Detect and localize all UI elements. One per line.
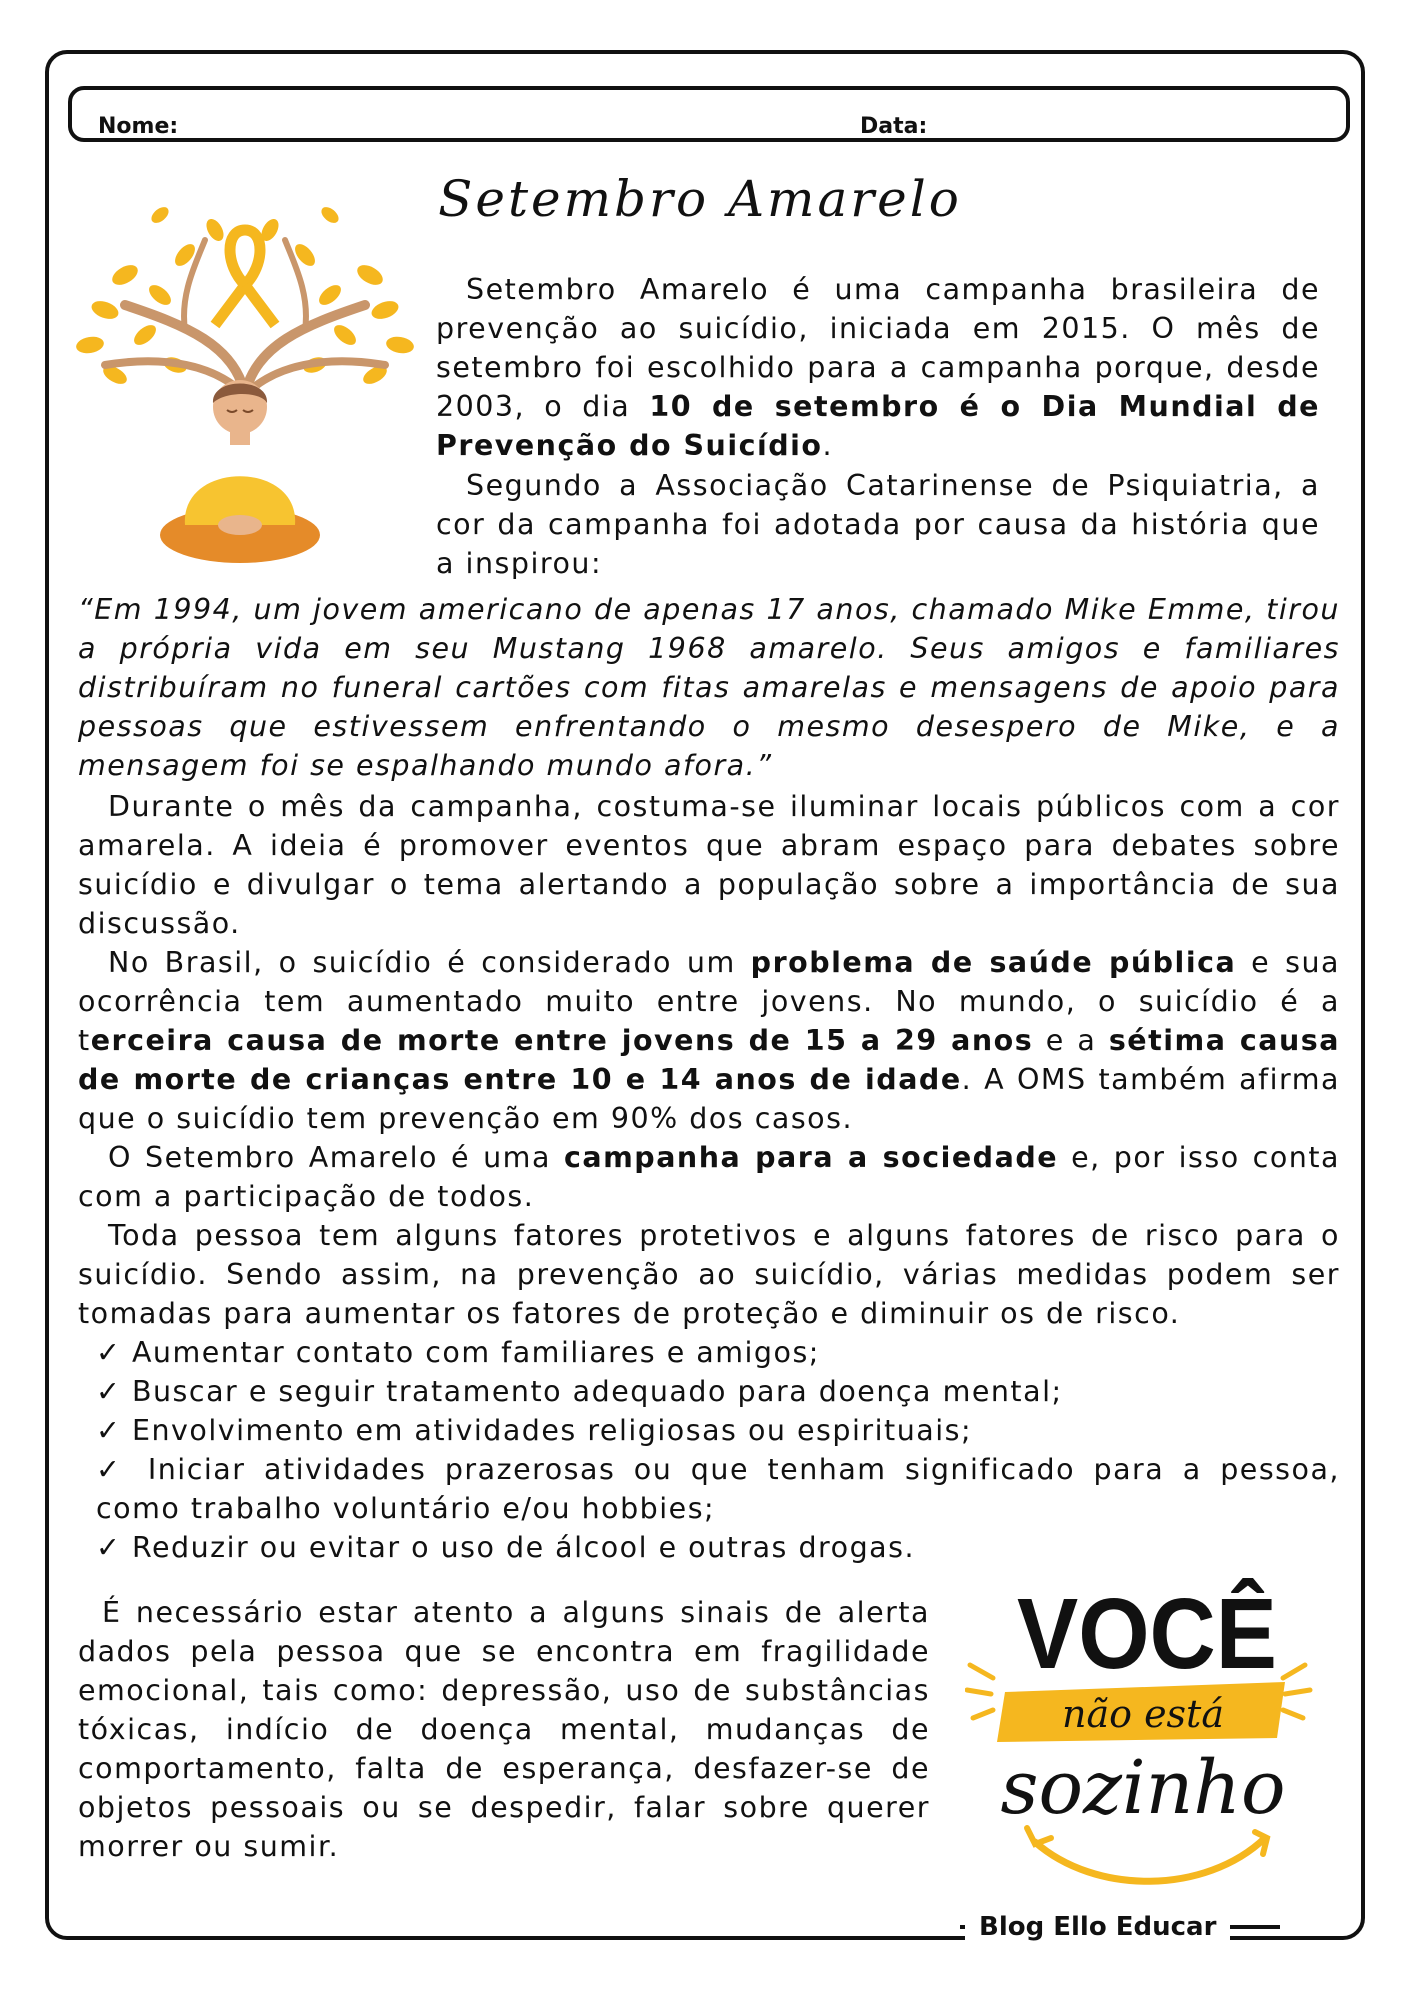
name-date-box <box>68 86 1350 142</box>
voce-nao-esta-sozinho-badge <box>965 1570 1330 1900</box>
list-item: ✓ Aumentar contato com familiares e amigos; <box>96 1336 820 1369</box>
intro-paragraph-1: Setembro Amarelo é uma campanha brasileira de prevenção ao suicídio, iniciada em 2015. O mês de setembro foi escolhido para a campanha porque, desde 2003, o dia 10 de setembro é o Dia Mundial de Prevenção do Suicídio. <box>436 273 1320 462</box>
list-item: ✓ Iniciar atividades prazerosas ou que tenham significado para a pessoa, como trabalho voluntário e/ou hobbies; <box>96 1453 1340 1525</box>
list-item: ✓ Envolvimento em atividades religiosas ou espirituais; <box>96 1414 973 1447</box>
smile-arrow-icon <box>1035 1838 1265 1881</box>
quote-paragraph: “Em 1994, um jovem americano de apenas 17 anos, chamado Mike Emme, tirou a própria vida em seu Mustang 1968 amarelo. Seus amigos e familiares distribuíram no funeral cartões com fitas amarelas e mensagens de apoio para pessoas que estivessem enfrentando o mesmo desespero de Mike, e a mensagem foi se espalhando mundo afora.” <box>78 593 1340 782</box>
badge-line-1: VOCÊ <box>1017 1578 1277 1690</box>
tree-meditation-illustration <box>65 195 425 575</box>
name-label: Nome: <box>98 114 179 139</box>
badge-line-3: sozinho <box>1000 1745 1286 1831</box>
badge-line-2: não está <box>1061 1692 1225 1736</box>
protective-checklist <box>78 1333 1340 1567</box>
intro-paragraph-2: Segundo a Associação Catarinense de Psiquiatria, a cor da campanha foi adotada por causa da história que a inspirou: <box>436 469 1320 580</box>
date-label: Data: <box>860 114 928 139</box>
list-item: ✓ Reduzir ou evitar o uso de álcool e outras drogas. <box>96 1531 916 1564</box>
page-title: Setembro Amarelo <box>438 170 962 228</box>
paragraph-risk-factors: Toda pessoa tem alguns fatores protetivos e alguns fatores de risco para o suicídio. Sendo assim, na prevenção ao suicídio, várias medidas podem ser tomadas para aumentar os fatores de proteção e diminuir os de risco. <box>78 1219 1340 1330</box>
warning-signs-paragraph: É necessário estar atento a alguns sinais de alerta dados pela pessoa que se encontra em fragilidade emocional, tais como: depressão, uso de substâncias tóxicas, indício de doença mental, mudanças de comportamento, falta de esperança, desfazer-se de objetos pessoais ou se despedir, falar sobre querer morrer ou sumir. <box>78 1596 930 1863</box>
paragraph-statistics: No Brasil, o suicídio é considerado um problema de saúde pública e sua ocorrência tem aumentado muito entre jovens. No mundo, o suicídio é a terceira causa de morte entre jovens de 15 a 29 anos e a sétima causa de morte de crianças entre 10 e 14 anos de idade. A OMS também afirma que o suicídio tem prevenção em 90% dos casos. <box>78 946 1340 1135</box>
paragraph-society: O Setembro Amarelo é uma campanha para a sociedade e, por isso conta com a participação de todos. <box>78 1141 1340 1213</box>
list-item: ✓ Buscar e seguir tratamento adequado para doença mental; <box>96 1375 1063 1408</box>
footer-credit: Blog Ello Educar <box>965 1912 1230 1942</box>
yellow-ribbon-icon <box>215 230 275 325</box>
paragraph-campaign-lighting: Durante o mês da campanha, costuma-se iluminar locais públicos com a cor amarela. A ideia é promover eventos que abram espaço para debates sobre suicídio e divulgar o tema alertando a população sobre a importância de sua discussão. <box>78 790 1340 940</box>
